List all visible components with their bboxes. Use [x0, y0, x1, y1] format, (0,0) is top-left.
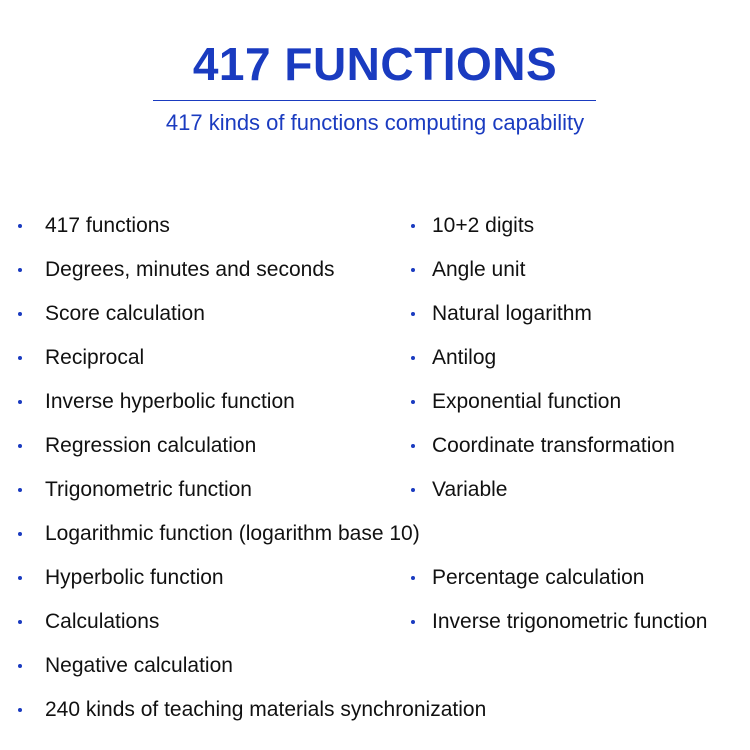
feature-row [0, 600, 750, 644]
bullet-icon [17, 355, 23, 361]
bullet-icon [17, 619, 23, 625]
bullet-icon [17, 399, 23, 405]
feature-row [0, 204, 750, 248]
bullet-icon [17, 311, 23, 317]
feature-row [0, 380, 750, 424]
feature-label: Trigonometric function [45, 478, 252, 501]
feature-label: Reciprocal [45, 346, 145, 369]
feature-row [0, 512, 750, 556]
feature-label: Coordinate transformation [432, 434, 675, 457]
bullet-icon [17, 223, 23, 229]
page-subtitle: 417 kinds of functions computing capability [165, 110, 585, 135]
feature-row [0, 292, 750, 336]
feature-row [0, 688, 750, 732]
bullet-icon [410, 487, 416, 493]
feature-row [0, 468, 750, 512]
feature-row [0, 248, 750, 292]
bullet-icon [410, 619, 416, 625]
feature-list [0, 204, 750, 732]
bullet-icon [17, 267, 23, 273]
feature-label: Angle unit [432, 258, 526, 281]
feature-label: Score calculation [45, 302, 205, 325]
feature-label: Exponential function [432, 390, 622, 413]
bullet-icon [410, 311, 416, 317]
feature-row [0, 556, 750, 600]
feature-label: Inverse trigonometric function [432, 610, 708, 633]
bullet-icon [17, 531, 23, 537]
feature-label: 10+2 digits [432, 214, 535, 237]
feature-label: Variable [432, 478, 508, 501]
bullet-icon [410, 443, 416, 449]
bullet-icon [17, 575, 23, 581]
bullet-icon [17, 487, 23, 493]
feature-label: 417 functions [45, 214, 170, 237]
feature-label: Natural logarithm [432, 302, 592, 325]
feature-row [0, 336, 750, 380]
feature-label: 240 kinds of teaching materials synchronization [45, 698, 487, 721]
feature-label: Inverse hyperbolic function [45, 390, 295, 413]
page-title: 417 FUNCTIONS [192, 38, 558, 90]
bullet-icon [410, 355, 416, 361]
feature-label: Regression calculation [45, 434, 257, 457]
feature-label: Negative calculation [45, 654, 233, 677]
feature-label: Calculations [45, 610, 160, 633]
feature-label: Percentage calculation [432, 566, 645, 589]
bullet-icon [410, 267, 416, 273]
bullet-icon [17, 443, 23, 449]
bullet-icon [410, 399, 416, 405]
feature-label: Logarithmic function (logarithm base 10) [45, 522, 420, 545]
feature-label: Hyperbolic function [45, 566, 224, 589]
bullet-icon [410, 575, 416, 581]
feature-label: Antilog [432, 346, 497, 369]
feature-row [0, 644, 750, 688]
feature-row [0, 424, 750, 468]
bullet-icon [410, 223, 416, 229]
feature-label: Degrees, minutes and seconds [45, 258, 335, 281]
bullet-icon [17, 707, 23, 713]
title-divider [153, 100, 596, 101]
bullet-icon [17, 663, 23, 669]
